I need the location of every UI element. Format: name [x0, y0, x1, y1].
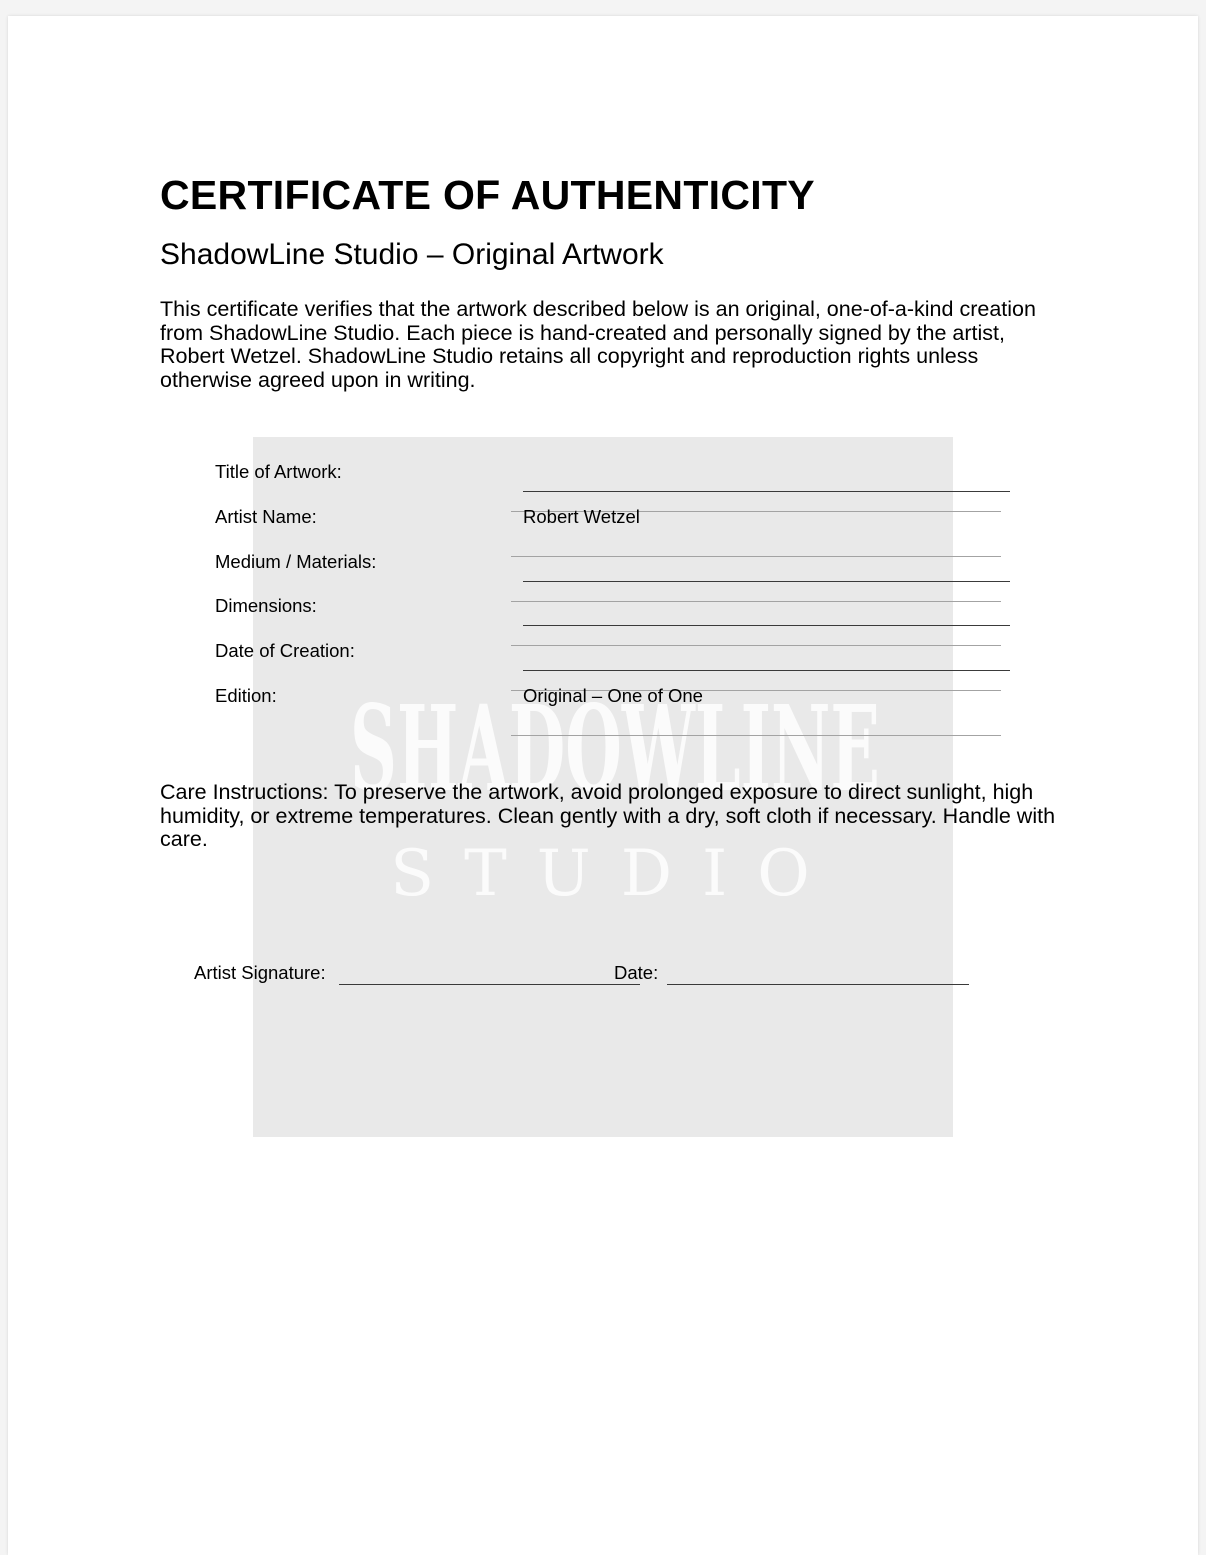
signature-section [194, 960, 994, 990]
field-divider [511, 735, 1001, 736]
blank-line [523, 581, 1010, 582]
blank-line [523, 670, 1010, 671]
field-label: Title of Artwork: [215, 461, 342, 482]
date-label: Date: [614, 962, 659, 983]
field-value: Robert Wetzel [523, 505, 640, 527]
field-label: Edition: [215, 684, 277, 706]
certificate-subtitle: ShadowLine Studio – Original Artwork [160, 238, 664, 271]
field-label: Dimensions: [215, 595, 317, 617]
blank-line [523, 625, 1010, 626]
field-edition [215, 681, 1015, 726]
artwork-details-form [215, 457, 1015, 726]
artist-signature-line [339, 984, 640, 985]
field-artist-name [215, 502, 1015, 547]
certificate-title: CERTIFICATE OF AUTHENTICITY [160, 172, 815, 218]
field-label: Date of Creation: [215, 640, 355, 662]
care-instructions: Care Instructions: To preserve the artwork, avoid prolonged exposure to direct sunlight, high humidity, or extreme temperatures. Clean gently with a dry, soft cloth if necessary. Handle with care. [160, 780, 1056, 851]
field-label: Medium / Materials: [215, 550, 377, 572]
field-title-of-artwork [215, 457, 1015, 502]
field-value: Original – One of One [523, 684, 703, 706]
svg-text:STUDIO: STUDIO [390, 837, 840, 911]
artist-signature-label: Artist Signature: [194, 962, 326, 983]
intro-paragraph: This certificate verifies that the artwork described below is an original, one-of-a-kind creation from ShadowLine Studio. Each piece is hand-created and personally signed by the artist, Robert Wetzel. ShadowLine Studio retains all copyright and reproduction rights unless otherwise agreed upon in writing. [160, 297, 1036, 393]
date-line [667, 984, 969, 985]
field-label: Artist Name: [215, 505, 317, 527]
field-date-of-creation [215, 636, 1015, 681]
blank-line [523, 491, 1010, 492]
svg-text:SHADOWLINE: SHADOWLINE [350, 679, 880, 818]
document-page [8, 16, 1198, 1555]
field-dimensions [215, 591, 1015, 636]
field-medium-materials [215, 547, 1015, 592]
